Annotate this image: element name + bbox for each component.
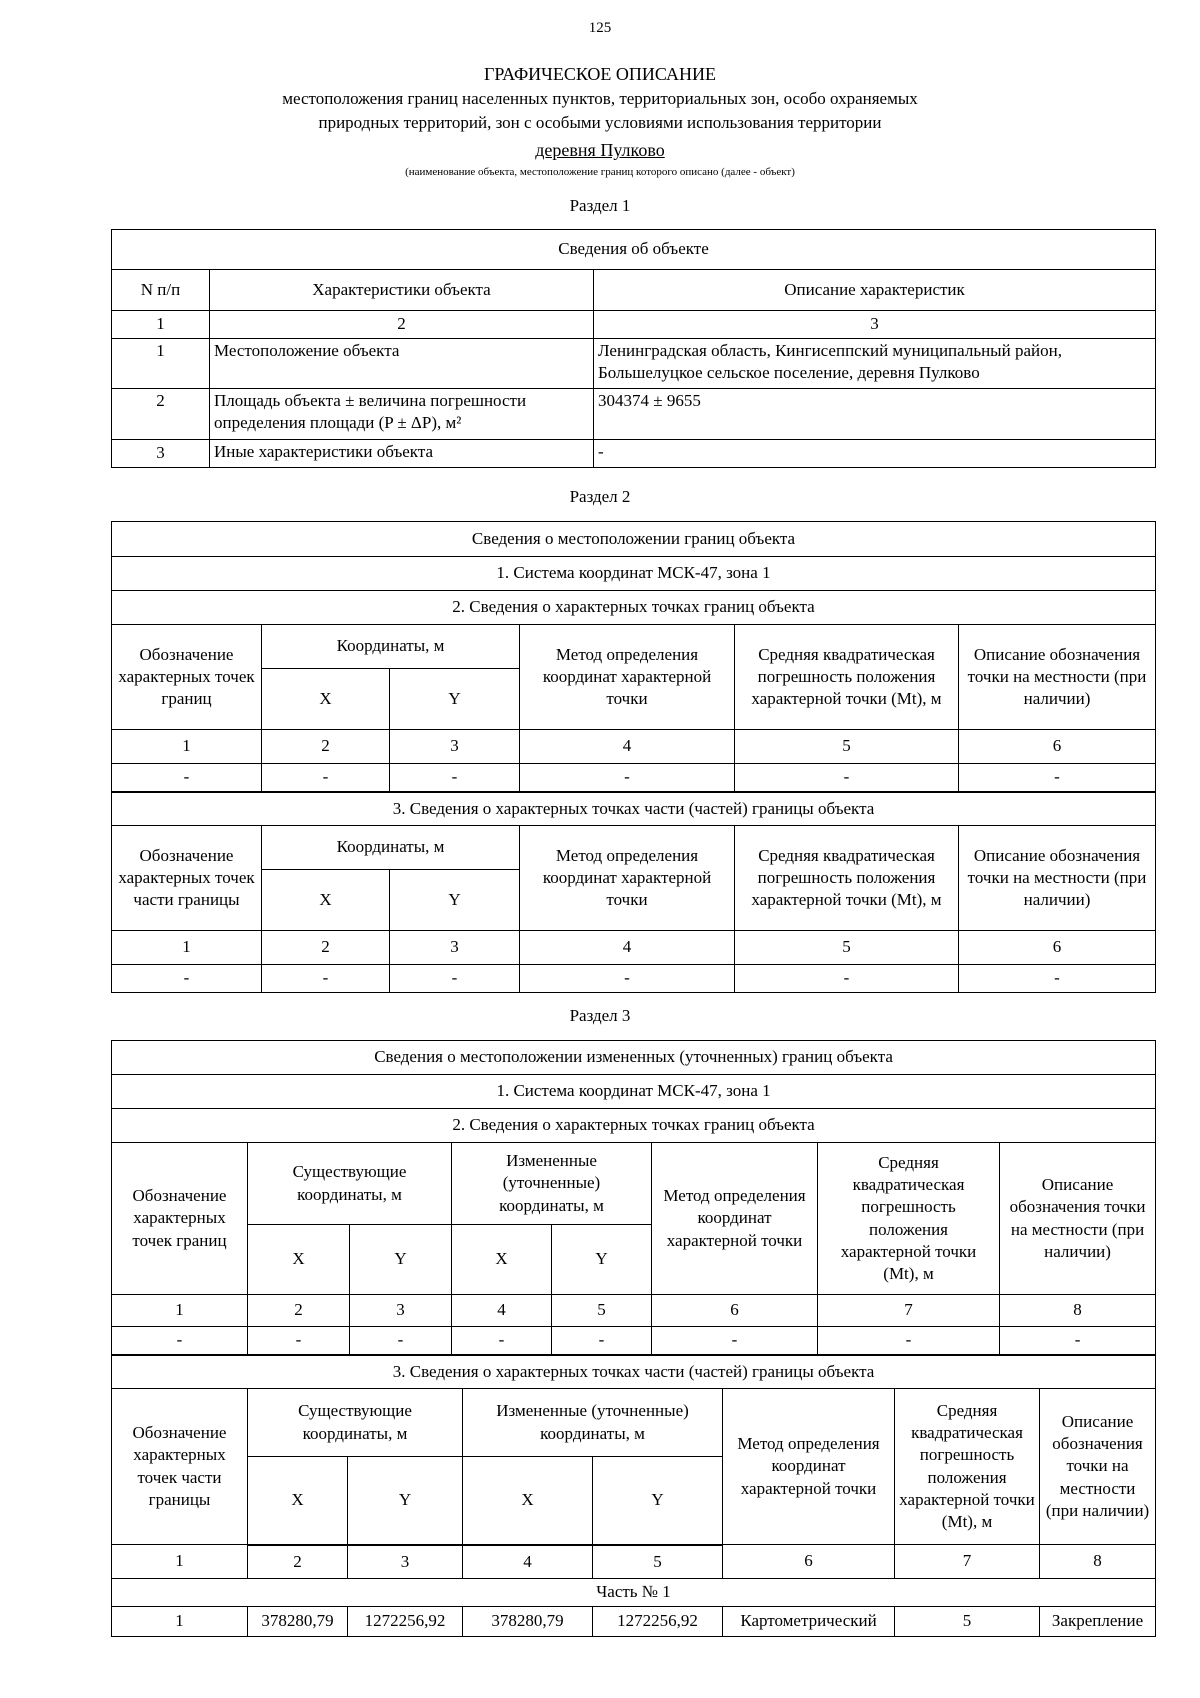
column-number: 4 <box>520 730 735 764</box>
header-x: X <box>248 1457 348 1545</box>
row-name: Местоположение объекта <box>210 339 594 389</box>
column-number: 3 <box>348 1545 463 1579</box>
section-1-label: Раздел 1 <box>569 196 631 215</box>
column-number: 5 <box>735 931 959 965</box>
column-number: 3 <box>594 311 1156 339</box>
header-error: Средняя квадратическая погрешность положения характерной точки (Mt), м <box>735 826 959 931</box>
table-row <box>112 965 1156 993</box>
header-y: Y <box>350 1225 452 1295</box>
column-number: 1 <box>112 931 262 965</box>
header-changed-coords: Измененные (уточненные) координаты, м <box>463 1389 723 1457</box>
table-row <box>112 440 1156 468</box>
column-number: 2 <box>210 311 594 339</box>
header-y: Y <box>552 1225 652 1295</box>
header-n: N п/п <box>112 270 210 311</box>
row-name: Площадь объекта ± величина погрешности определения площади (P ± ΔP), м² <box>210 389 594 440</box>
dash-cell: - <box>552 1327 652 1355</box>
header-error: Средняя квадратическая погрешность положения характерной точки (Mt), м <box>735 625 959 730</box>
object-name-note: (наименование объекта, местоположение границ которого описано (далее - объект) <box>405 166 795 178</box>
title-line-2: природных территорий, зон с особыми условиями использования территории <box>318 113 882 132</box>
header-coords: Координаты, м <box>262 625 520 669</box>
table-row <box>112 389 1156 440</box>
header-x: X <box>248 1225 350 1295</box>
header-y: Y <box>390 669 520 730</box>
header-description: Описание характеристик <box>594 270 1156 311</box>
column-number: 6 <box>959 931 1156 965</box>
column-number: 7 <box>818 1295 1000 1327</box>
part-label: Часть № 1 <box>112 1579 1156 1607</box>
dash-cell: - <box>390 764 520 792</box>
table-row <box>112 1607 1156 1637</box>
header-coords: Координаты, м <box>262 826 520 870</box>
dash-cell: - <box>959 764 1156 792</box>
column-number: 6 <box>959 730 1156 764</box>
method-value: Картометрический <box>723 1607 895 1637</box>
section-3-table-a <box>111 1040 1156 1389</box>
table-row <box>112 1327 1156 1355</box>
header-x: X <box>463 1457 593 1545</box>
column-number: 7 <box>895 1545 1040 1579</box>
row-number: 3 <box>112 440 210 468</box>
row-value: Ленинградская область, Кингисеппский муниципальный район, Большелуцкое сельское поселение, деревня Пулково <box>594 339 1156 389</box>
header-y: Y <box>390 870 520 931</box>
column-number: 5 <box>552 1295 652 1327</box>
changed-x: 378280,79 <box>463 1607 593 1637</box>
dash-cell: - <box>112 965 262 993</box>
header-error: Средняя квадратическая погрешность положения характерной точки (Mt), м <box>818 1143 1000 1295</box>
column-number: 6 <box>652 1295 818 1327</box>
column-number: 3 <box>390 931 520 965</box>
dash-cell: - <box>248 1327 350 1355</box>
header-method: Метод определения координат характерной точки <box>520 625 735 730</box>
section-3-label: Раздел 3 <box>569 1006 631 1025</box>
section-1-table <box>111 229 1156 468</box>
header-desc: Описание обозначения точки на местности (при наличии) <box>959 625 1156 730</box>
section-3-table-b <box>111 1388 1156 1637</box>
dash-cell: - <box>262 965 390 993</box>
header-x: X <box>452 1225 552 1295</box>
section-1-caption: Сведения об объекте <box>112 230 1156 270</box>
column-number: 1 <box>112 1295 248 1327</box>
header-y: Y <box>593 1457 723 1545</box>
header-existing-coords: Существующие координаты, м <box>248 1389 463 1457</box>
dash-cell: - <box>520 764 735 792</box>
header-method: Метод определения координат характерной точки <box>652 1143 818 1295</box>
table-row <box>112 339 1156 389</box>
coord-system: 1. Система координат МСК-47, зона 1 <box>112 1075 1156 1109</box>
dash-cell: - <box>735 764 959 792</box>
header-y: Y <box>348 1457 463 1545</box>
subsection-3-title: 3. Сведения о характерных точках части (частей) границы объекта <box>112 792 1156 826</box>
header-existing-coords: Существующие координаты, м <box>248 1143 452 1225</box>
header-point-part: Обозначение характерных точек части границы <box>112 826 262 931</box>
column-number: 1 <box>112 1545 248 1579</box>
header-point: Обозначение характерных точек границ <box>112 625 262 730</box>
point-number: 1 <box>112 1607 248 1637</box>
dash-cell: - <box>735 965 959 993</box>
header-desc: Описание обозначения точки на местности (при наличии) <box>1040 1389 1156 1545</box>
header-characteristics: Характеристики объекта <box>210 270 594 311</box>
section-2-caption: Сведения о местоположении границ объекта <box>112 522 1156 557</box>
column-number: 8 <box>1000 1295 1156 1327</box>
row-value: - <box>594 440 1156 468</box>
column-number: 2 <box>262 931 390 965</box>
row-number: 2 <box>112 389 210 440</box>
table-row <box>112 764 1156 792</box>
column-number: 4 <box>452 1295 552 1327</box>
header-method: Метод определения координат характерной точки <box>520 826 735 931</box>
header-x: X <box>262 870 390 931</box>
dash-cell: - <box>350 1327 452 1355</box>
header-point: Обозначение характерных точек границ <box>112 1143 248 1295</box>
dash-cell: - <box>818 1327 1000 1355</box>
column-number: 3 <box>350 1295 452 1327</box>
dash-cell: - <box>262 764 390 792</box>
header-desc: Описание обозначения точки на местности (при наличии) <box>959 826 1156 931</box>
section-2-table <box>111 521 1156 993</box>
column-number: 4 <box>463 1545 593 1579</box>
column-number: 5 <box>593 1545 723 1579</box>
subsection-2-title: 2. Сведения о характерных точках границ объекта <box>112 591 1156 625</box>
column-number: 5 <box>735 730 959 764</box>
object-name-text: деревня Пулково <box>535 140 665 160</box>
dash-cell: - <box>959 965 1156 993</box>
section-3-caption: Сведения о местоположении измененных (уточненных) границ объекта <box>112 1041 1156 1075</box>
header-x: X <box>262 669 390 730</box>
existing-y: 1272256,92 <box>348 1607 463 1637</box>
header-desc: Описание обозначения точки на местности (при наличии) <box>1000 1143 1156 1295</box>
column-number: 2 <box>248 1545 348 1579</box>
header-method: Метод определения координат характерной точки <box>723 1389 895 1545</box>
subsection-3-title: 3. Сведения о характерных точках части (частей) границы объекта <box>112 1355 1156 1389</box>
dash-cell: - <box>112 1327 248 1355</box>
dash-cell: - <box>652 1327 818 1355</box>
document-title: ГРАФИЧЕСКОЕ ОПИСАНИЕ <box>483 64 717 84</box>
dash-cell: - <box>452 1327 552 1355</box>
column-number: 3 <box>390 730 520 764</box>
row-name: Иные характеристики объекта <box>210 440 594 468</box>
column-number: 6 <box>723 1545 895 1579</box>
page-number: 125 <box>588 20 612 36</box>
changed-y: 1272256,92 <box>593 1607 723 1637</box>
coord-system: 1. Система координат МСК-47, зона 1 <box>112 557 1156 591</box>
header-changed-coords: Измененные (уточненные) координаты, м <box>452 1143 652 1225</box>
column-number: 1 <box>112 730 262 764</box>
error-value: 5 <box>895 1607 1040 1637</box>
dash-cell: - <box>112 764 262 792</box>
row-number: 1 <box>112 339 210 389</box>
section-2-label: Раздел 2 <box>569 487 631 506</box>
desc-value: Закрепление <box>1040 1607 1156 1637</box>
header-point-part: Обозначение характерных точек части границы <box>112 1389 248 1545</box>
column-number: 2 <box>262 730 390 764</box>
subsection-2-title: 2. Сведения о характерных точках границ объекта <box>112 1109 1156 1143</box>
existing-x: 378280,79 <box>248 1607 348 1637</box>
column-number: 8 <box>1040 1545 1156 1579</box>
dash-cell: - <box>520 965 735 993</box>
column-number: 1 <box>112 311 210 339</box>
column-number: 4 <box>520 931 735 965</box>
title-line-1: местоположения границ населенных пунктов, территориальных зон, особо охраняемых <box>282 89 918 108</box>
row-value: 304374 ± 9655 <box>594 389 1156 440</box>
column-number: 2 <box>248 1295 350 1327</box>
header-error: Средняя квадратическая погрешность положения характерной точки (Mt), м <box>895 1389 1040 1545</box>
dash-cell: - <box>1000 1327 1156 1355</box>
object-name <box>0 140 1200 161</box>
dash-cell: - <box>390 965 520 993</box>
